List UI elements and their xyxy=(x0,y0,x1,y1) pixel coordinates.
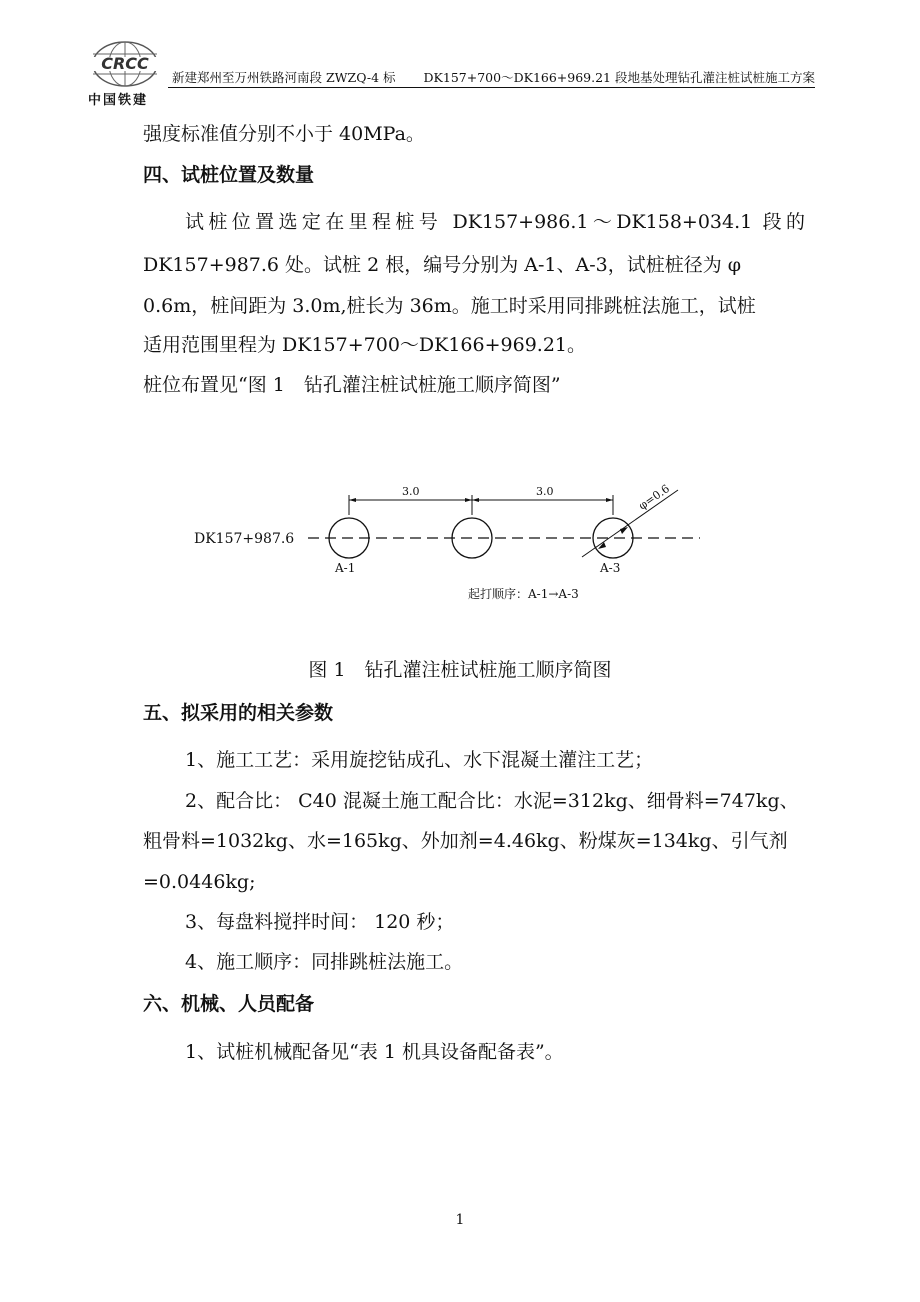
page-number: 1 xyxy=(455,1212,465,1228)
pile-label-a1: A-1 xyxy=(335,561,356,575)
para2: 桩位布置见“图 1 钻孔灌注桩试桩施工顺序简图” xyxy=(143,374,561,396)
diameter-label: φ=0.6 xyxy=(636,482,672,513)
para1-line2: DK157+987.6 处。试桩 2 根，编号分别为 A-1、A-3，试桩桩径为 φ xyxy=(143,254,742,276)
header-project: 新建郑州至万州铁路河南段 ZWZQ-4 标 xyxy=(172,70,396,85)
header-rule xyxy=(168,87,815,88)
param-item-2-line2: 粗骨料=1032kg、水=165kg、外加剂=4.46kg、粉煤灰=134kg、引气剂 xyxy=(143,830,788,852)
machinery-item-1: 1、试桩机械配备见“表 1 机具设备配备表”。 xyxy=(185,1041,564,1063)
pile-label-a3: A-3 xyxy=(600,561,621,575)
para1-line4: 适用范围里程为 DK157+700～DK166+969.21。 xyxy=(143,334,587,356)
section-4-heading: 四、试桩位置及数量 xyxy=(143,164,315,186)
figure-caption: 图 1 钻孔灌注桩试桩施工顺序简图 xyxy=(308,659,612,681)
svg-text:CRCC: CRCC xyxy=(101,54,149,73)
body-line: 强度标准值分别不小于 40MPa。 xyxy=(143,123,425,145)
logo-subtext: 中国铁建 xyxy=(88,93,149,108)
para1-line3: 0.6m，桩间距为 3.0m,桩长为 36m。施工时采用同排跳桩法施工，试桩 xyxy=(143,295,756,317)
dimension-1: 3.0 xyxy=(402,485,420,498)
section-5-heading: 五、拟采用的相关参数 xyxy=(143,702,334,724)
param-item-1: 1、施工工艺：采用旋挖钻成孔、水下混凝土灌注工艺； xyxy=(185,749,654,771)
param-item-2-line1: 2、配合比： C40 混凝土施工配合比：水泥=312kg、细骨料=747kg、 xyxy=(185,790,799,812)
dimension-2: 3.0 xyxy=(536,485,554,498)
station-label: DK157+987.6 xyxy=(194,531,295,547)
param-item-2-line3: =0.0446kg; xyxy=(143,871,256,893)
param-item-3: 3、每盘料搅拌时间： 120 秒； xyxy=(185,911,455,933)
param-item-4: 4、施工顺序：同排跳桩法施工。 xyxy=(185,951,464,973)
sequence-label: 起打顺序：A-1→A-3 xyxy=(468,587,579,601)
pile-layout-diagram xyxy=(180,470,720,610)
section-6-heading: 六、机械、人员配备 xyxy=(143,993,315,1015)
para1-line1: 试桩位置选定在里程桩号 DK157+986.1～DK158+034.1 段的 xyxy=(185,211,805,233)
page-header xyxy=(80,30,815,110)
header-title: DK157+700～DK166+969.21 段地基处理钻孔灌注桩试桩施工方案 xyxy=(423,70,815,85)
